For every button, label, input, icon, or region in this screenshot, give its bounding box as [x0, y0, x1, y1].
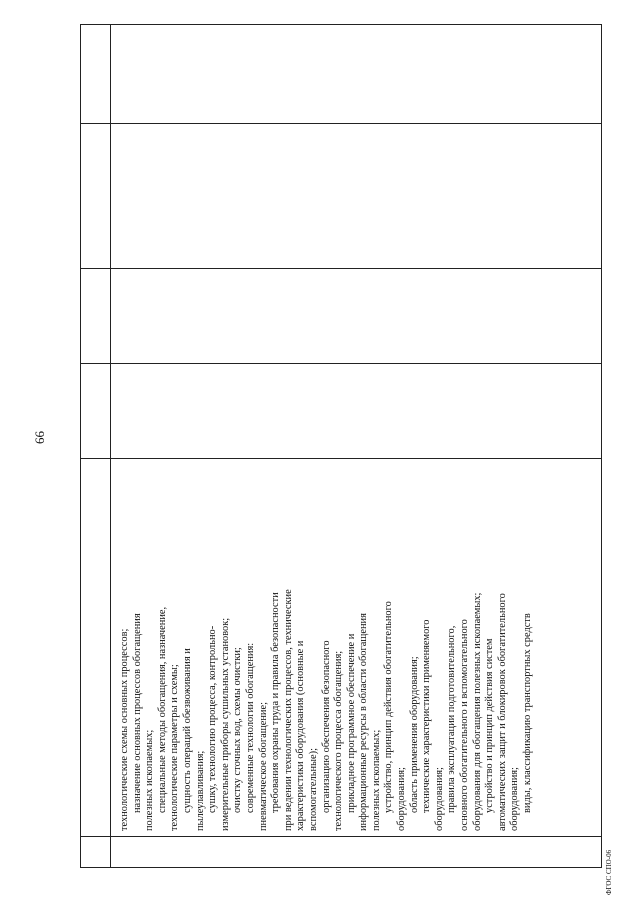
content-line: назначение основных процессов обогащения	[131, 613, 143, 813]
content-line: характеристики оборудования (основные и	[295, 640, 307, 831]
table	[80, 24, 602, 868]
content-line: современные технологии обогащения:	[244, 642, 256, 813]
content-line: при ведении технологических процессов, технические	[282, 589, 294, 831]
content-line: специальные методы обогащения, назначение,	[156, 606, 168, 813]
knowledge-list-cell	[119, 461, 535, 831]
content-line: оборудования;	[509, 767, 521, 831]
content-line: полезных ископаемых;	[370, 729, 382, 831]
column-divider	[81, 123, 601, 124]
content-line: полезных ископаемых;	[144, 729, 156, 831]
column-divider	[81, 836, 601, 837]
page-number: 66	[32, 431, 47, 444]
content-line: виды, классификацию транспортных средств	[522, 613, 533, 813]
footer-code: ФГОС СПО-06	[605, 849, 613, 895]
content-line: вспомогательные);	[307, 748, 319, 831]
rotated-table-wrapper	[80, 24, 602, 868]
column-divider	[81, 268, 601, 269]
content-line: сушку, технологию процесса, контрольно-	[207, 625, 219, 813]
content-line: оборудования;	[433, 767, 445, 831]
content-line: технологического процесса обогащения;	[333, 650, 345, 831]
content-line: требования охраны труда и правила безопасности	[270, 592, 282, 813]
content-line: организацию обеспечения безопасного	[320, 640, 332, 813]
table-row	[81, 25, 111, 867]
content-line: прикладное программное обеспечение и	[345, 633, 357, 813]
content-line: автоматических защит и блокировок обогатительного	[496, 593, 508, 831]
content-line: основного обогатительного и вспомогательного	[459, 619, 471, 831]
content-line: информационные ресурсы в области обогащения	[358, 613, 370, 831]
content-line: устройство и принцип действия систем	[484, 638, 496, 813]
content-line: область применения оборудования;	[408, 656, 420, 813]
content-line: правила эксплуатации подготовительного,	[446, 625, 458, 813]
content-line: сущность операций обезвоживания и	[181, 648, 193, 813]
column-divider	[81, 458, 601, 459]
content-line: оборудования;	[396, 767, 408, 831]
content-line: пневматическое обогащение;	[257, 702, 269, 831]
content-line: технологические схемы основных процессов;	[119, 628, 130, 831]
content-line: пылеулавливания;	[194, 750, 206, 831]
content-line: измерительные приборы сушильных установок;	[219, 617, 231, 831]
content-line: устройство, принцип действия обогатительного	[383, 601, 395, 813]
content-line: технологические параметры и схемы;	[169, 664, 181, 831]
content-line: очистку сточных вод, схемы очистки;	[232, 647, 244, 813]
column-divider	[81, 363, 601, 364]
content-line: технические характеристики применяемого	[421, 619, 433, 813]
content-line: оборудования для обогащения полезных ископаемых;	[471, 592, 483, 831]
